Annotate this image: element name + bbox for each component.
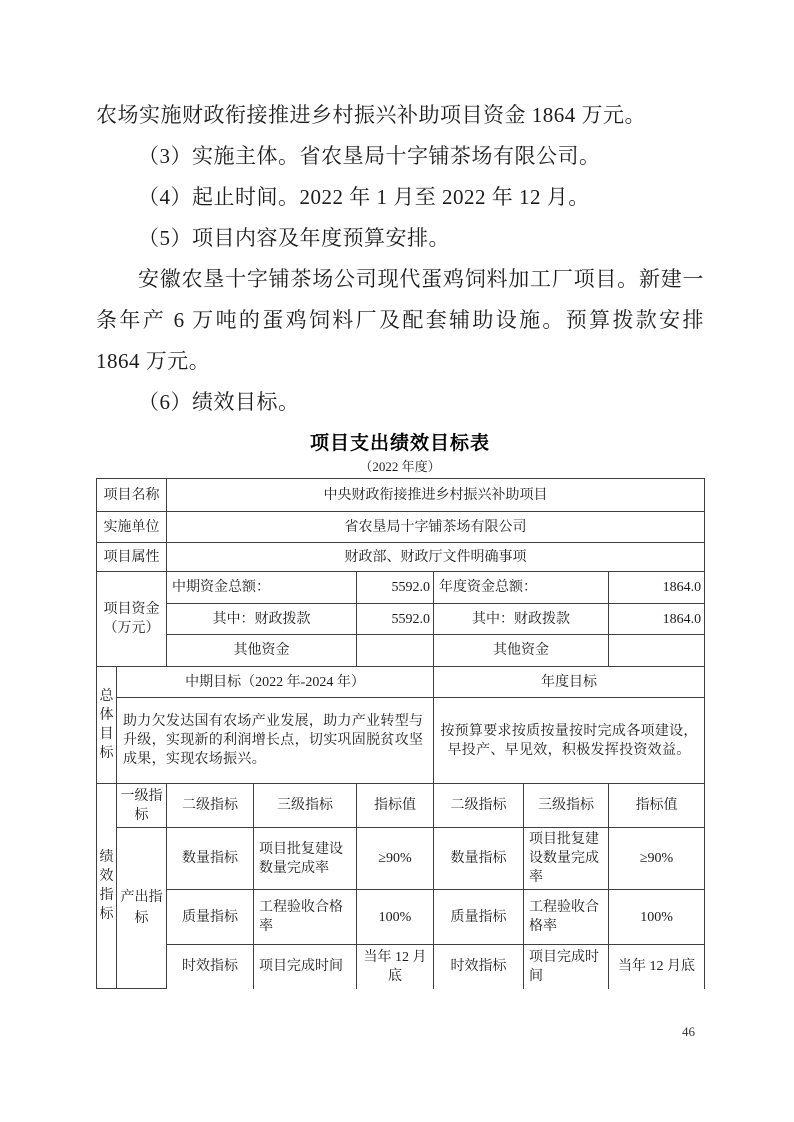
midterm-quality-level3: 工程验收合格率 — [254, 890, 357, 945]
annual-total-label: 年度资金总额： — [434, 572, 609, 604]
midterm-other-value — [357, 635, 434, 667]
table-title: 项目支出绩效目标表 — [309, 433, 490, 454]
annual-quality-value: 100% — [609, 890, 705, 945]
annual-fiscal-value: 1864.0 — [609, 604, 705, 635]
annual-total-value: 1864.0 — [609, 572, 705, 604]
project-name-label: 项目名称 — [97, 479, 167, 512]
funds-label: 项目资金（万元） — [97, 572, 167, 667]
table-subtitle: （2022 年度） — [359, 459, 441, 474]
project-attribute-label: 项目属性 — [97, 543, 167, 572]
implementing-unit-value: 省农垦局十字铺茶场有限公司 — [167, 512, 705, 543]
midterm-goal-header: 中期目标（2022 年-2024 年） — [117, 667, 434, 698]
annual-goal-text: 按预算要求按质按量按时完成各项建设，早投产、早见效，积极发挥投资效益。 — [434, 698, 705, 784]
midterm-total-label: 中期资金总额： — [167, 572, 357, 604]
midterm-quality-value: 100% — [357, 890, 434, 945]
performance-indicator-label: 绩效指标 — [97, 784, 117, 989]
level1-output-label: 产出指标 — [117, 828, 167, 989]
paragraph-item-3: （3）实施主体。省农垦局十字铺茶场有限公司。 — [138, 144, 601, 168]
document-body — [96, 0, 704, 989]
midterm-timeliness-level2: 时效指标 — [167, 945, 254, 989]
paragraph-item-4: （4）起止时间。2022 年 1 月至 2022 年 12 月。 — [138, 185, 590, 209]
paragraph-project-description: 安徽农垦十字铺茶场公司现代蛋鸡饲料加工厂项目。新建一条年产 6 万吨的蛋鸡饲料厂及配套辅助设施。预算拨款安排 1864 万元。 — [96, 267, 704, 373]
annual-goal-header: 年度目标 — [434, 667, 705, 698]
implementing-unit-label: 实施单位 — [97, 512, 167, 543]
midterm-value-header: 指标值 — [357, 784, 434, 828]
midterm-fiscal-value: 5592.0 — [357, 604, 434, 635]
project-attribute-value: 财政部、财政厅文件明确事项 — [167, 543, 705, 572]
page-number: 46 — [682, 1024, 695, 1039]
annual-other-label: 其他资金 — [434, 635, 609, 667]
annual-timeliness-value: 当年 12 月底 — [609, 945, 705, 989]
paragraph-continuation: 农场实施财政衔接推进乡村振兴补助项目资金 1864 万元。 — [96, 103, 646, 127]
midterm-quality-level2: 质量指标 — [167, 890, 254, 945]
midterm-timeliness-level3: 项目完成时间 — [254, 945, 357, 989]
annual-timeliness-level3: 项目完成时间 — [524, 945, 609, 989]
annual-level2-header: 二级指标 — [434, 784, 524, 828]
annual-level3-header: 三级指标 — [524, 784, 609, 828]
midterm-quantity-level3: 项目批复建设数量完成率 — [254, 828, 357, 890]
midterm-total-value: 5592.0 — [357, 572, 434, 604]
midterm-quantity-value: ≥90% — [357, 828, 434, 890]
level1-header: 一级指标 — [117, 784, 167, 828]
midterm-timeliness-value: 当年 12 月底 — [357, 945, 434, 989]
midterm-fiscal-label: 其中：财政拨款 — [167, 604, 357, 635]
annual-quantity-level3: 项目批复建设数量完成率 — [524, 828, 609, 890]
paragraph-item-5: （5）项目内容及年度预算安排。 — [138, 226, 450, 250]
performance-target-table — [96, 478, 705, 989]
midterm-goal-text: 助力欠发达国有农场产业发展，助力产业转型与升级，实现新的利润增长点，切实巩固脱贫攻坚成果，实现农场振兴。 — [117, 698, 434, 784]
annual-fiscal-label: 其中：财政拨款 — [434, 604, 609, 635]
annual-quantity-value: ≥90% — [609, 828, 705, 890]
annual-other-value — [609, 635, 705, 667]
annual-quality-level2: 质量指标 — [434, 890, 524, 945]
midterm-level2-header: 二级指标 — [167, 784, 254, 828]
project-name-value: 中央财政衔接推进乡村振兴补助项目 — [167, 479, 705, 512]
annual-quality-level3: 工程验收合格率 — [524, 890, 609, 945]
annual-quantity-level2: 数量指标 — [434, 828, 524, 890]
midterm-level3-header: 三级指标 — [254, 784, 357, 828]
annual-timeliness-level2: 时效指标 — [434, 945, 524, 989]
paragraph-item-6: （6）绩效目标。 — [138, 390, 300, 414]
midterm-quantity-level2: 数量指标 — [167, 828, 254, 890]
overall-goal-label: 总体目标 — [97, 667, 117, 784]
midterm-other-label: 其他资金 — [167, 635, 357, 667]
annual-value-header: 指标值 — [609, 784, 705, 828]
